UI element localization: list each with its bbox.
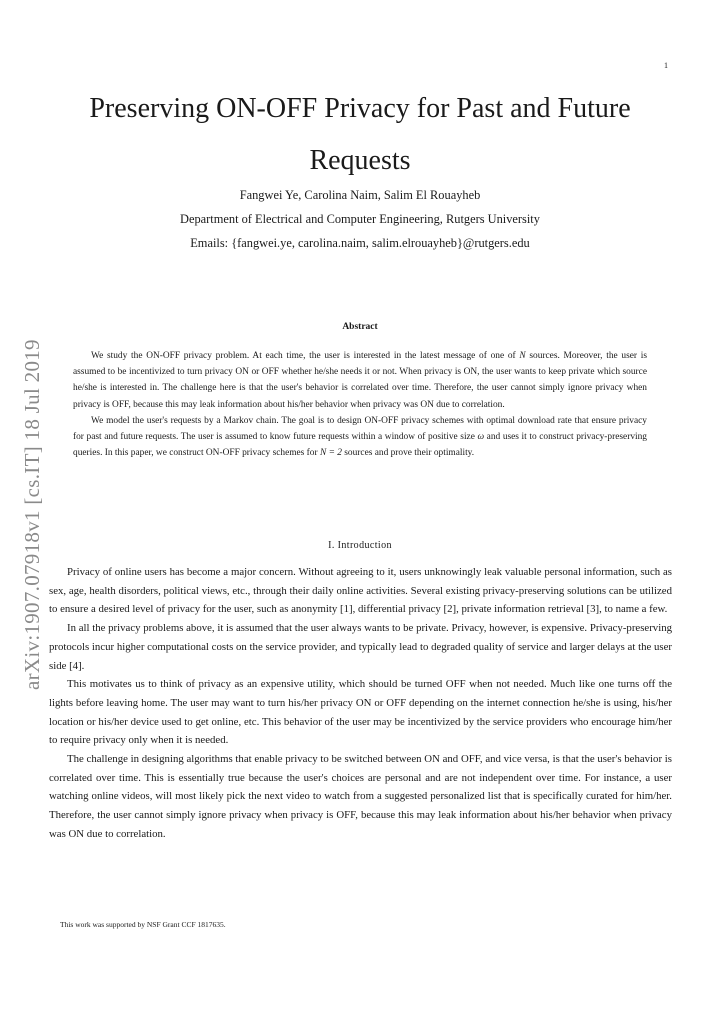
- paper-title: [60, 83, 660, 187]
- section-heading-introduction: I. Introduction: [328, 540, 392, 551]
- affiliation: Department of Electrical and Computer Engineering, Rutgers University: [180, 212, 540, 226]
- title-line-2: Requests: [309, 145, 411, 176]
- body-paragraph: In all the privacy problems above, it is assumed that the user always wants to be private. Privacy, however, is expensive. Privacy-preserving protocols incur higher computational costs on the service provider, and typically lead to degraded quality of service and larger delays at the user side [4].: [49, 622, 672, 672]
- abstract-body: [73, 348, 647, 461]
- introduction-body: [49, 563, 672, 844]
- math-variable: N: [519, 351, 526, 361]
- page-number: 1: [664, 61, 668, 70]
- abstract-paragraph: We model the user's requests by a Markov chain. The goal is to design ON-OFF privacy schemes with optimal download rate that ensure privacy for past and future requests. The user is assumed to know future requests within a window of positive size ω and uses it to construct privacy-preserving queries. In this paper, we construct ON-OFF privacy schemes for N = 2 sources and prove their optimality.: [73, 415, 647, 459]
- author-emails: Emails: {fangwei.ye, carolina.naim, salim.elrouayheb}@rutgers.edu: [190, 236, 530, 250]
- author-list: Fangwei Ye, Carolina Naim, Salim El Rouayheb: [239, 188, 481, 202]
- funding-footnote: This work was supported by NSF Grant CCF 1817635.: [60, 920, 226, 929]
- title-line-1: Preserving ON-OFF Privacy for Past and Future: [89, 93, 631, 124]
- body-paragraph: The challenge in designing algorithms that enable privacy to be switched between ON and OFF, and vice versa, is that the user's behavior is correlated over time. This is essentially true because the user's choices are personal and are not independent over time. For instance, a user watching online videos, will most likely pick the next video to watch from a suggested personalized list that is specifically curated for him/her. Therefore, the user cannot simply ignore privacy when privacy is OFF, because this may leak information about his/her behavior when privacy was ON due to correlation.: [49, 753, 672, 840]
- math-equation: N = 2: [319, 448, 342, 459]
- math-variable: ω: [477, 432, 485, 443]
- arxiv-identifier: arXiv:1907.07918v1 [cs.IT] 18 Jul 2019: [20, 339, 44, 690]
- abstract-paragraph: We study the ON-OFF privacy problem. At each time, the user is interested in the latest message of one of N sources. Moreover, the user is assumed to be incentivized to turn privacy ON or OFF whether he/she needs it or not. When privacy is ON, the user wants to keep private which source he/she is interested in. The challenge here is that the user's behavior is correlated over time. Therefore, the user cannot simply ignore privacy when privacy is OFF, because this may leak information about his/her behavior when privacy was ON due to correlation.: [73, 351, 647, 410]
- body-paragraph: Privacy of online users has become a major concern. Without agreeing to it, users unknowingly leak valuable personal information, such as sex, age, health disorders, political views, etc., through their daily online activities. Several existing privacy-preserving solutions can be utilized to ensure a desired level of privacy for the user, such as anonymity [1], differential privacy [2], private information retrieval [3], to name a few.: [49, 566, 672, 616]
- abstract-heading: Abstract: [342, 322, 378, 332]
- body-paragraph: This motivates us to think of privacy as an expensive utility, which should be turned OFF when not needed. Much like one turns off the lights before leaving home. The user may want to turn his/her privacy ON or OFF depending on the internet connection he/she is using, his/her location or his/her device used to get online, etc. This behavior of the user may be incentivized by the service providers who encourage him/her to require privacy only when it is needed.: [49, 678, 672, 747]
